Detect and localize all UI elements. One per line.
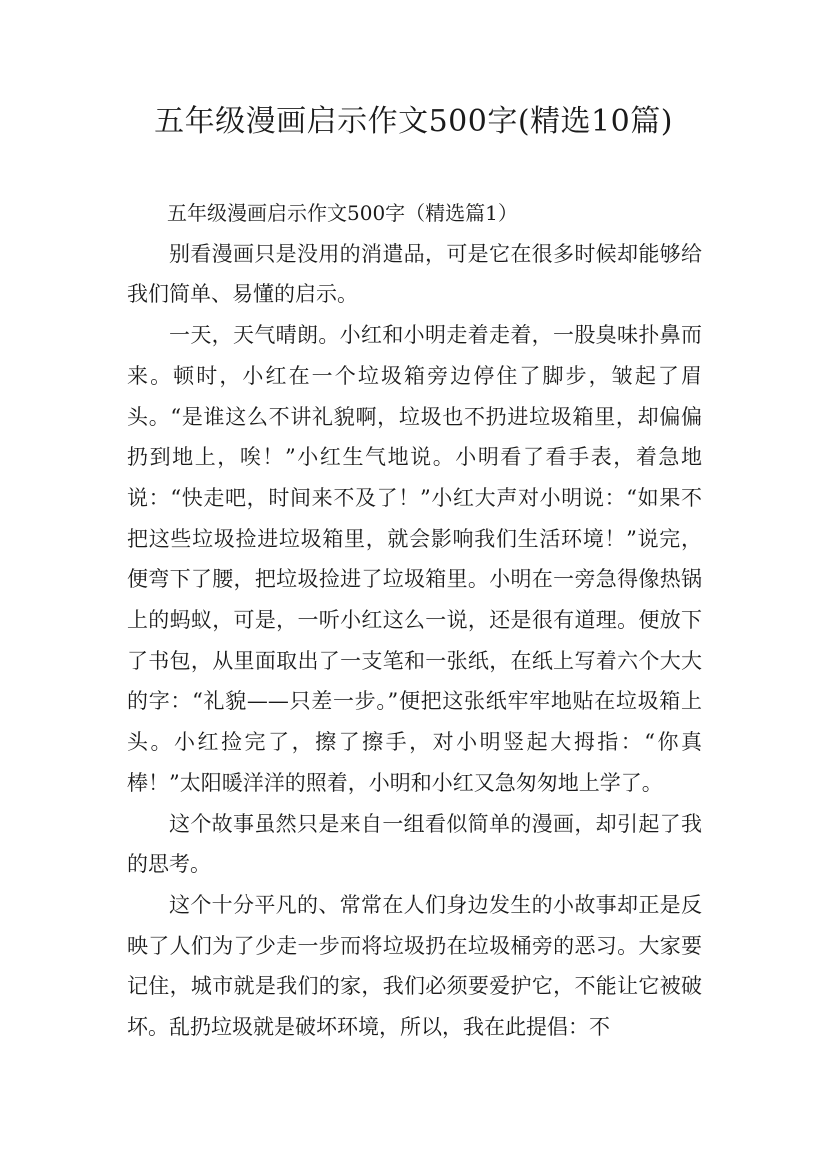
paragraph-2: 一天，天气晴朗。小红和小明走着走着，一股臭味扑鼻而来。顿时，小红在一个垃圾箱旁边停住了脚步，皱起了眉头。“是谁这么不讲礼貌啊，垃圾也不扔进垃圾箱里，却偏偏扔到地上，唉！”小红生气地说。小明看了看手表，着急地说：“快走吧，时间来不及了！”小红大声对小明说：“如果不把这些垃圾捡进垃圾箱里，就会影响我们生活环境！”说完，便弯下了腰，把垃圾捡进了垃圾箱里。小明在一旁急得像热锅上的蚂蚁，可是，一听小红这么一说，还是很有道理。便放下了书包，从里面取出了一支笔和一张纸，在纸上写着六个大大的字：“礼貌——只差一步。”便把这张纸牢牢地贴在垃圾箱上头。小红捡完了，擦了擦手，对小明竖起大拇指：“你真棒！”太阳暖洋洋的照着，小明和小红又急匆匆地上学了。: [127, 323, 702, 795]
paragraph-1: 别看漫画只是没用的消遣品，可是它在很多时候却能够给我们简单、易懂的启示。: [127, 241, 702, 307]
section-heading: 五年级漫画启示作文500字（精选篇1）: [167, 201, 518, 225]
paragraph-3: 这个故事虽然只是来自一组看似简单的漫画，却引起了我的思考。: [127, 811, 702, 877]
paragraph-4: 这个十分平凡的、常常在人们身边发生的小故事却正是反映了人们为了少走一步而将垃圾扔在垃圾桶旁的恶习。大家要记住，城市就是我们的家，我们必须要爱护它，不能让它被破坏。乱扔垃圾就是破坏环境，所以，我在此提倡：不: [127, 892, 702, 1040]
document-body: [127, 193, 702, 1048]
document-title: 五年级漫画启示作文500字(精选10篇): [154, 104, 673, 139]
